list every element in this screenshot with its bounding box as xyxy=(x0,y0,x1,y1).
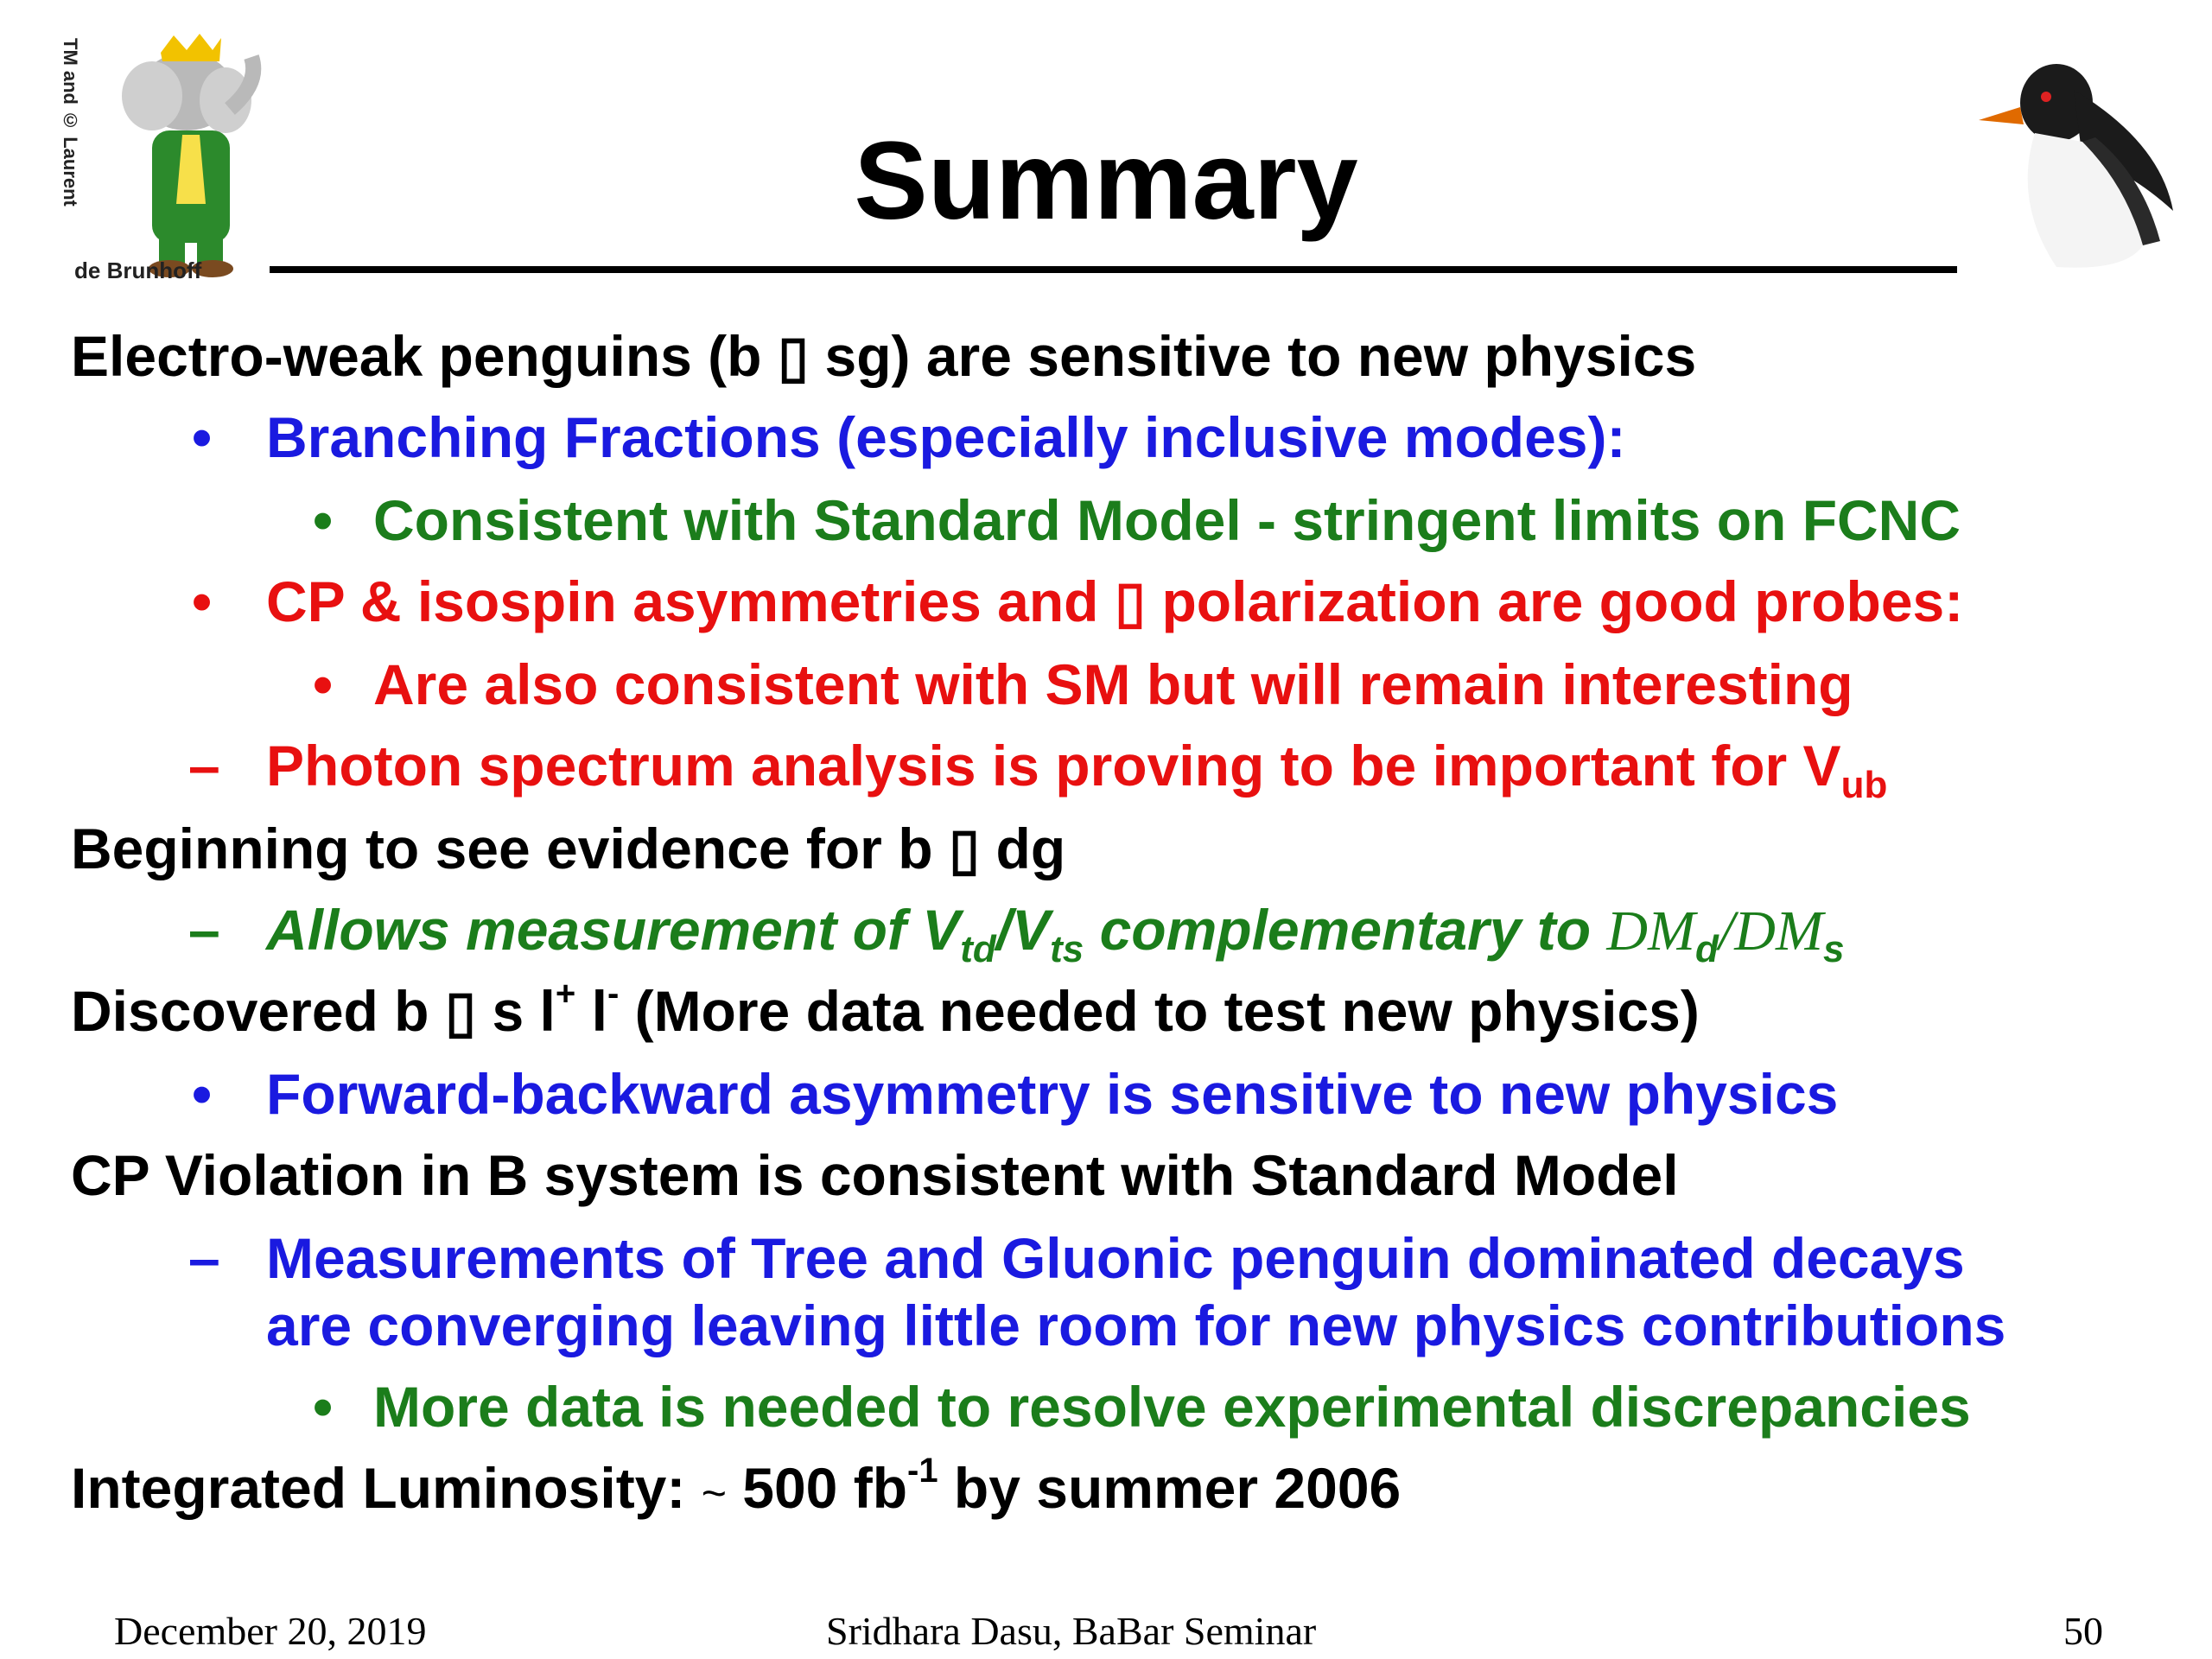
missing-glyph: ▯ xyxy=(948,817,981,880)
point-forward-backward: Forward-backward asymmetry is sensitive to new physics xyxy=(266,1062,1839,1126)
point-also-consistent: Are also consistent with SM but will remain interesting xyxy=(373,652,1853,716)
point-discovered: Discovered b ▯ s l+ l- (More data needed to test new physics) xyxy=(71,975,1700,1043)
point-measurements-line2: are converging leaving little room for new physics contributions xyxy=(266,1294,2006,1357)
point-cp-violation: CP Violation in B system is consistent with Standard Model xyxy=(71,1143,1679,1207)
point-electroweak-penguins: Electro-weak penguins (b ▯ sg) are sensitive to new physics xyxy=(71,324,1697,388)
bullet-dot: • xyxy=(313,652,334,716)
point-branching-fractions: Branching Fractions (especially inclusive modes): xyxy=(266,405,1626,469)
logo-credit-vertical: TM and © Laurent xyxy=(60,38,81,207)
footer-page-number: 50 xyxy=(2063,1609,2103,1653)
point-integrated-luminosity: Integrated Luminosity: ~ 500 $fb^{-1}$ by summer 2006 xyxy=(71,1452,1402,1520)
bullet-dash: – xyxy=(188,734,220,798)
bullet-dot: • xyxy=(192,1062,213,1126)
bullet-dot: • xyxy=(313,1375,334,1439)
bullet-dot: • xyxy=(192,405,213,469)
slide-title: Summary xyxy=(854,119,1358,243)
missing-glyph: ▯ xyxy=(444,979,477,1043)
footer-date: December 20, 2019 xyxy=(114,1609,427,1653)
logo-credit-bottom: de Brunhoff xyxy=(74,257,202,283)
missing-glyph: ▯ xyxy=(1114,569,1147,633)
point-photon-spectrum: Photon spectrum analysis is proving to be important for $V_{ub}$ xyxy=(266,734,1888,806)
point-consistent-sm: Consistent with Standard Model - stringent limits on FCNC xyxy=(373,488,1961,552)
point-beginning-evidence: Beginning to see evidence for b ▯ dg xyxy=(71,817,1066,880)
bullet-dash: – xyxy=(188,1226,220,1290)
point-measurements-line1: Measurements of Tree and Gluonic penguin dominated decays xyxy=(266,1226,1965,1290)
bullet-dot: • xyxy=(313,488,334,552)
footer-author: Sridhara Dasu, BaBar Seminar xyxy=(826,1609,1317,1653)
bullet-dash: – xyxy=(188,898,220,962)
point-more-data: More data is needed to resolve experimental discrepancies xyxy=(373,1375,1971,1439)
title-rule xyxy=(270,266,1957,273)
bullet-dot: • xyxy=(192,569,213,633)
missing-glyph: ▯ xyxy=(777,324,810,388)
point-cp-isospin: CP & isospin asymmetries and ▯ polarization are good probes: xyxy=(266,569,1964,633)
point-allows-measurement: Allows measurement of $V_{td}/V_{ts}$ complementary to $DM_d/DM_s$ xyxy=(266,898,1845,970)
